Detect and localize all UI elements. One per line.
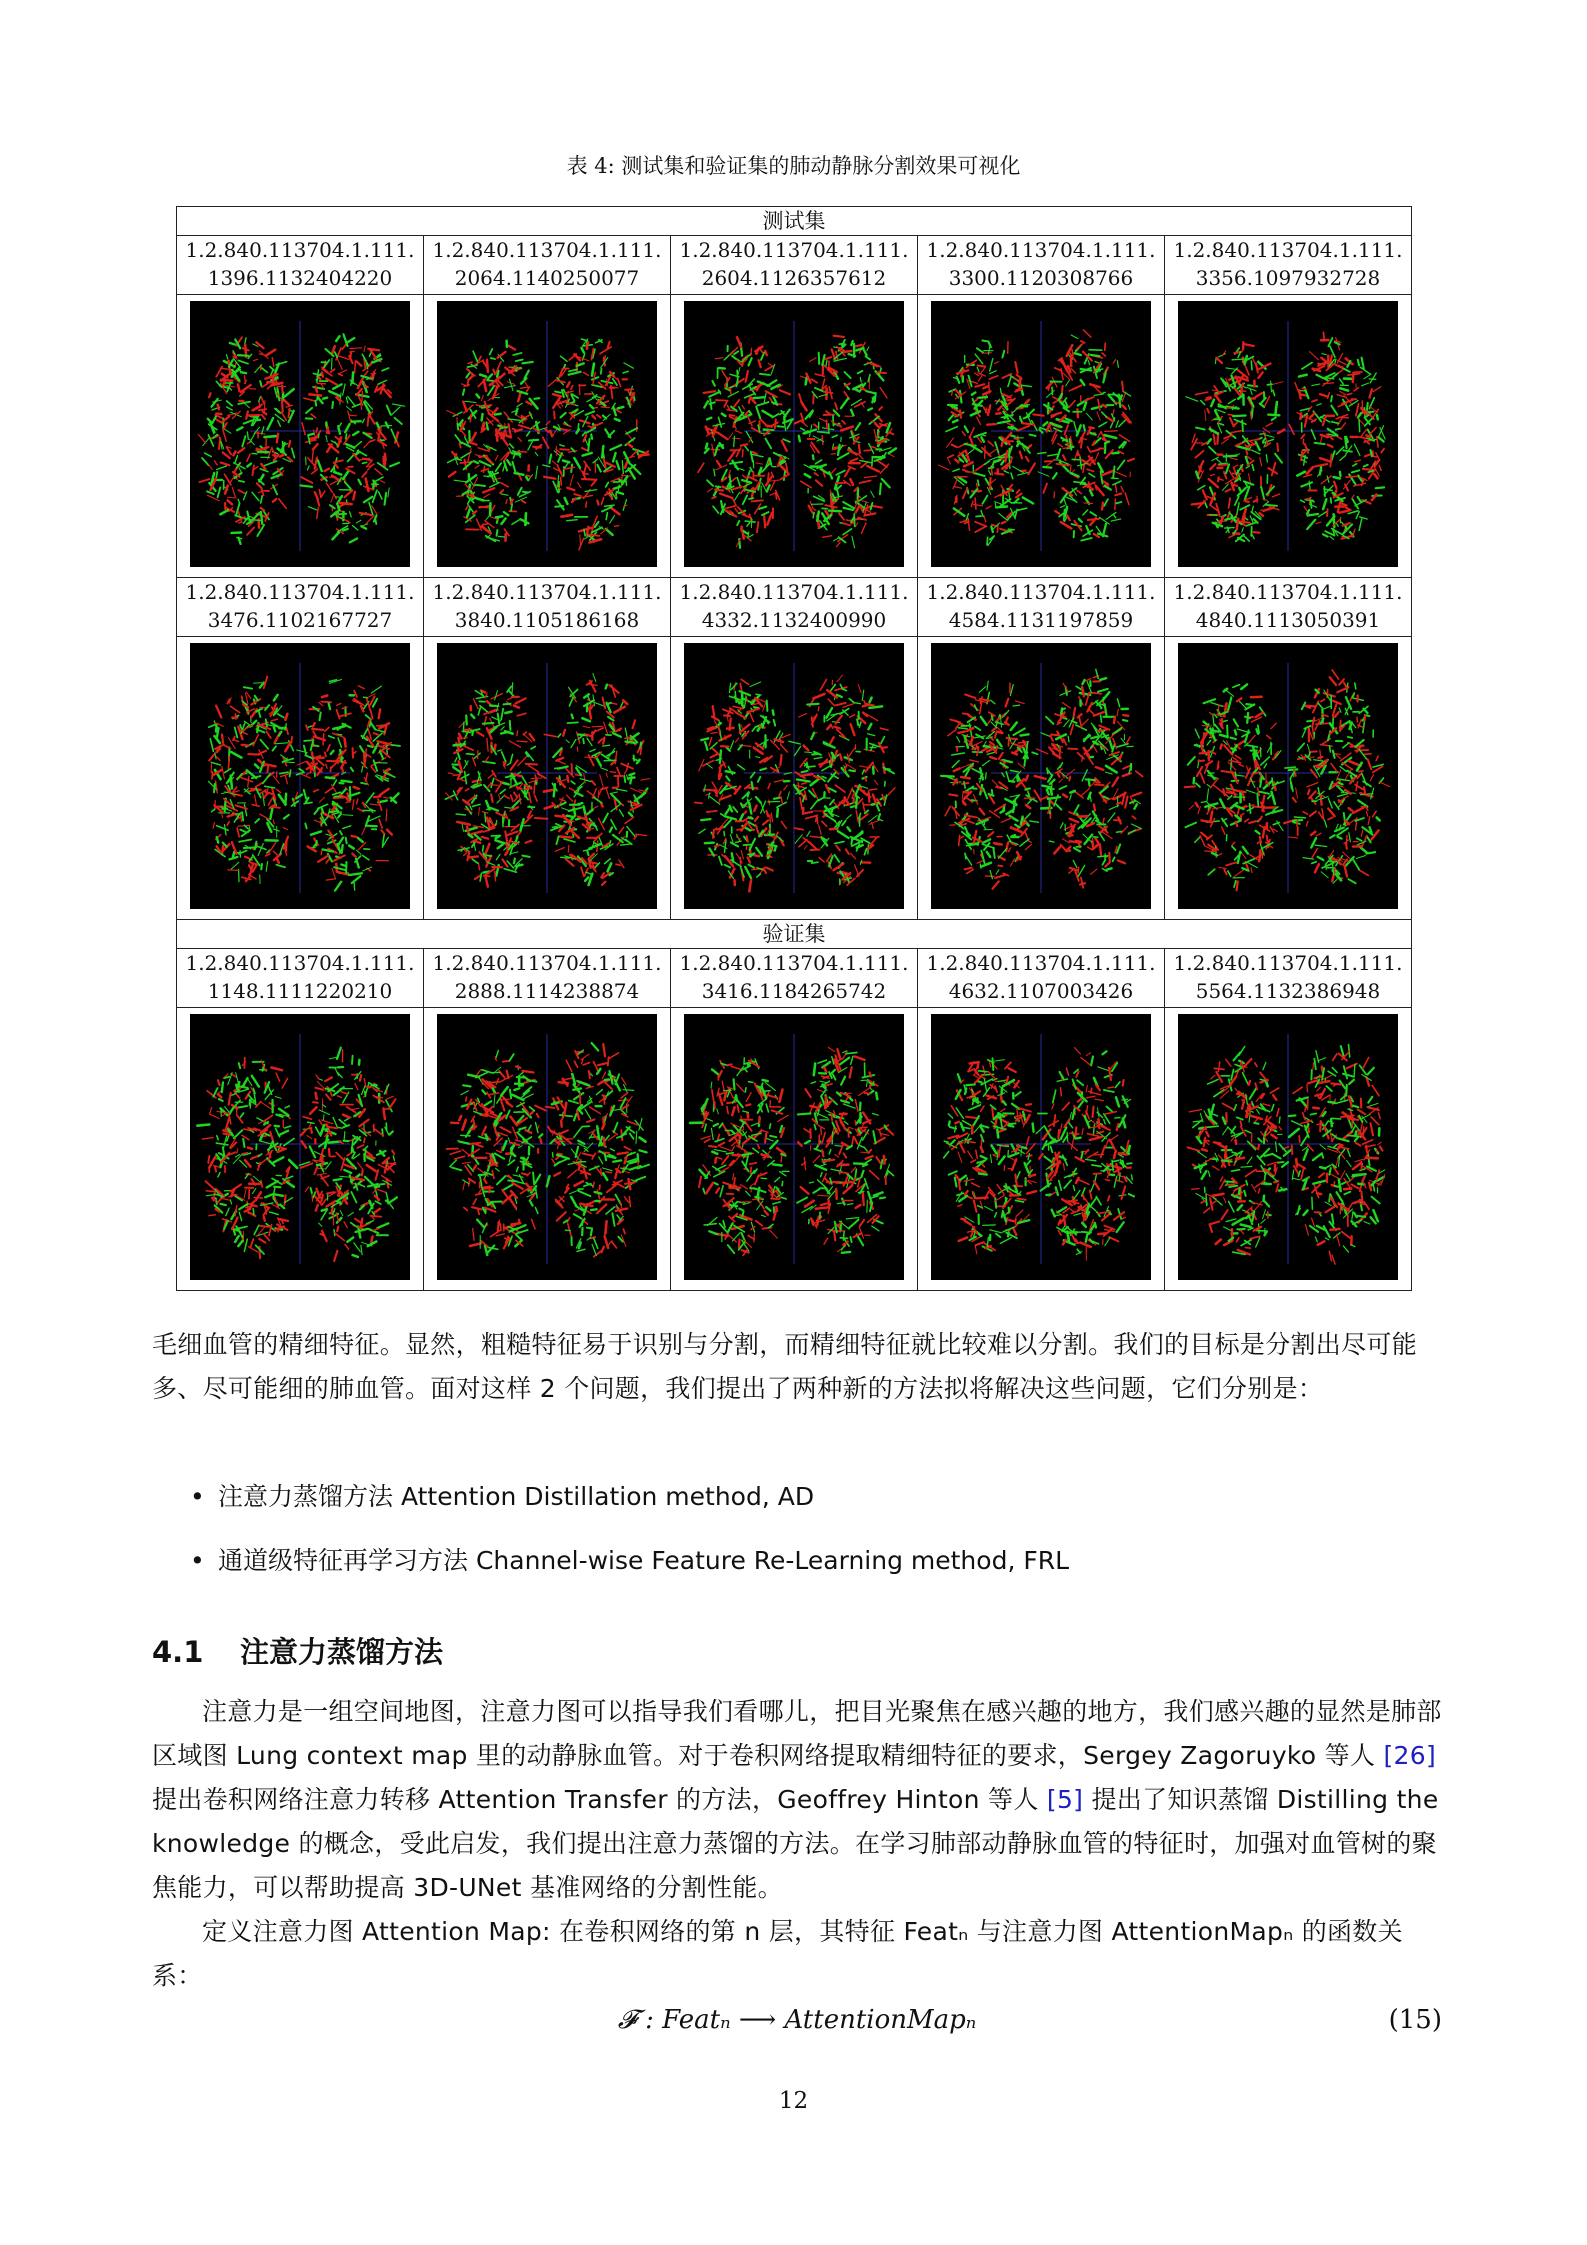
image-cell <box>1165 637 1412 920</box>
case-id-cell <box>918 949 1165 1008</box>
case-id-suffix: 3356.1097932728 <box>1195 266 1381 290</box>
lung-vessel-segmentation-image <box>931 643 1151 909</box>
case-id-prefix: 1.2.840.113704.1.111. <box>926 580 1156 604</box>
citation-link[interactable]: [5] <box>1046 1785 1084 1814</box>
case-id-prefix: 1.2.840.113704.1.111. <box>432 951 662 975</box>
case-id-suffix: 2064.1140250077 <box>454 266 640 290</box>
image-cell <box>424 637 671 920</box>
case-id-prefix: 1.2.840.113704.1.111. <box>679 238 909 262</box>
case-id-prefix: 1.2.840.113704.1.111. <box>1173 238 1403 262</box>
page-number: 12 <box>778 2088 809 2114</box>
case-id-prefix: 1.2.840.113704.1.111. <box>185 238 415 262</box>
lung-vessel-segmentation-image <box>1178 643 1398 909</box>
image-cell <box>671 295 918 578</box>
case-id-prefix: 1.2.840.113704.1.111. <box>679 951 909 975</box>
case-id-cell <box>424 236 671 295</box>
case-id-prefix: 1.2.840.113704.1.111. <box>1173 951 1403 975</box>
lung-vessel-segmentation-image <box>684 301 904 567</box>
paragraph-attention <box>152 1690 1442 1910</box>
case-id-prefix: 1.2.840.113704.1.111. <box>926 238 1156 262</box>
lung-vessel-segmentation-image <box>437 301 657 567</box>
lung-vessel-segmentation-image <box>437 643 657 909</box>
case-id-prefix: 1.2.840.113704.1.111. <box>185 580 415 604</box>
para-text-c: 提出了知识蒸馏 Distilling the knowledge 的概念，受此启发，我们提出注意力蒸馏的方法。在学习肺部动静脉血管的特征时，加强对血管树的聚焦能力，可以帮助提高 3D-UNet 基准网络的分割性能。 <box>152 1785 1439 1902</box>
table-caption: 表 4: 测试集和验证集的肺动静脉分割效果可视化 <box>566 154 1021 178</box>
case-id-cell <box>177 578 424 637</box>
equation-15 <box>152 1998 1442 2042</box>
case-id-suffix: 4332.1132400990 <box>701 608 887 632</box>
lung-vessel-segmentation-image <box>190 301 410 567</box>
case-id-cell <box>1165 949 1412 1008</box>
case-id-suffix: 2604.1126357612 <box>701 266 887 290</box>
image-cell <box>1165 295 1412 578</box>
image-cell <box>918 1008 1165 1291</box>
case-id-prefix: 1.2.840.113704.1.111. <box>432 580 662 604</box>
case-id-suffix: 3840.1105186168 <box>454 608 640 632</box>
paragraph-intro: 毛细血管的精细特征。显然，粗糙特征易于识别与分割，而精细特征就比较难以分割。我们的目标是分割出尽可能多、尽可能细的肺血管。面对这样 2 个问题，我们提出了两种新的方法拟将解决这些问题，它们分别是： <box>152 1330 1418 1403</box>
lung-vessel-segmentation-image <box>190 643 410 909</box>
method-item-ad: • 注意力蒸馏方法 Attention Distillation method, AD <box>152 1475 1432 1539</box>
lung-vessel-segmentation-image <box>1178 301 1398 567</box>
image-cell <box>671 1008 918 1291</box>
case-id-cell <box>177 949 424 1008</box>
case-id-suffix: 3476.1102167727 <box>207 608 393 632</box>
citation-link[interactable]: [26] <box>1383 1741 1437 1770</box>
case-id-cell <box>671 949 918 1008</box>
case-id-prefix: 1.2.840.113704.1.111. <box>432 238 662 262</box>
lung-vessel-segmentation-image <box>684 1014 904 1280</box>
equation-formula: 𝓕 : Featₙ ⟶ AttentionMapₙ <box>617 2005 977 2035</box>
image-cell <box>671 637 918 920</box>
image-cell <box>177 1008 424 1291</box>
case-id-prefix: 1.2.840.113704.1.111. <box>679 580 909 604</box>
validation-set-header: 验证集 <box>177 920 1412 949</box>
section-title: 注意力蒸馏方法 <box>240 1635 444 1669</box>
lung-vessel-segmentation-image <box>190 1014 410 1280</box>
case-id-cell <box>918 578 1165 637</box>
image-cell <box>918 295 1165 578</box>
image-cell <box>1165 1008 1412 1291</box>
case-id-cell <box>424 578 671 637</box>
method-item-frl: • 通道级特征再学习方法 Channel-wise Feature Re-Learning method, FRL <box>152 1539 1432 1603</box>
case-id-suffix: 3416.1184265742 <box>701 979 887 1003</box>
case-id-suffix: 4584.1131197859 <box>948 608 1134 632</box>
methods-list <box>152 1475 1432 1603</box>
lung-vessel-segmentation-image <box>931 1014 1151 1280</box>
case-id-prefix: 1.2.840.113704.1.111. <box>185 951 415 975</box>
case-id-suffix: 1396.1132404220 <box>207 266 393 290</box>
lung-vessel-segmentation-image <box>1178 1014 1398 1280</box>
case-id-cell <box>918 236 1165 295</box>
case-id-suffix: 2888.1114238874 <box>454 979 640 1003</box>
case-id-cell <box>424 949 671 1008</box>
case-id-prefix: 1.2.840.113704.1.111. <box>926 951 1156 975</box>
case-id-suffix: 4840.1113050391 <box>1195 608 1381 632</box>
case-id-cell <box>1165 236 1412 295</box>
image-cell <box>177 295 424 578</box>
paragraph-definition: 定义注意力图 Attention Map: 在卷积网络的第 n 层，其特征 Featₙ 与注意力图 AttentionMapₙ 的函数关系： <box>152 1917 1403 1990</box>
case-id-suffix: 5564.1132386948 <box>1195 979 1381 1003</box>
lung-vessel-segmentation-image <box>931 301 1151 567</box>
case-id-suffix: 3300.1120308766 <box>948 266 1134 290</box>
image-cell <box>424 295 671 578</box>
para-text-a: 注意力是一组空间地图，注意力图可以指导我们看哪儿，把目光聚焦在感兴趣的地方，我们感兴趣的显然是肺部区域图 Lung context map 里的动静脉血管。对于卷积网络提取精细特征的要求，Sergey Zagoruyko 等人 <box>152 1697 1442 1770</box>
case-id-cell <box>671 236 918 295</box>
visualization-table <box>176 206 1412 1291</box>
test-set-header: 测试集 <box>177 207 1412 236</box>
image-cell <box>177 637 424 920</box>
lung-vessel-segmentation-image <box>437 1014 657 1280</box>
para-text-b: 提出卷积网络注意力转移 Attention Transfer 的方法，Geoffrey Hinton 等人 <box>152 1785 1047 1814</box>
lung-vessel-segmentation-image <box>684 643 904 909</box>
section-number: 4.1 <box>152 1635 204 1669</box>
image-cell <box>424 1008 671 1291</box>
case-id-cell <box>671 578 918 637</box>
case-id-suffix: 4632.1107003426 <box>948 979 1134 1003</box>
equation-number: (15) <box>1388 2005 1442 2035</box>
case-id-cell <box>177 236 424 295</box>
case-id-cell <box>1165 578 1412 637</box>
image-cell <box>918 637 1165 920</box>
case-id-prefix: 1.2.840.113704.1.111. <box>1173 580 1403 604</box>
section-heading <box>152 1630 443 1671</box>
case-id-suffix: 1148.1111220210 <box>207 979 393 1003</box>
